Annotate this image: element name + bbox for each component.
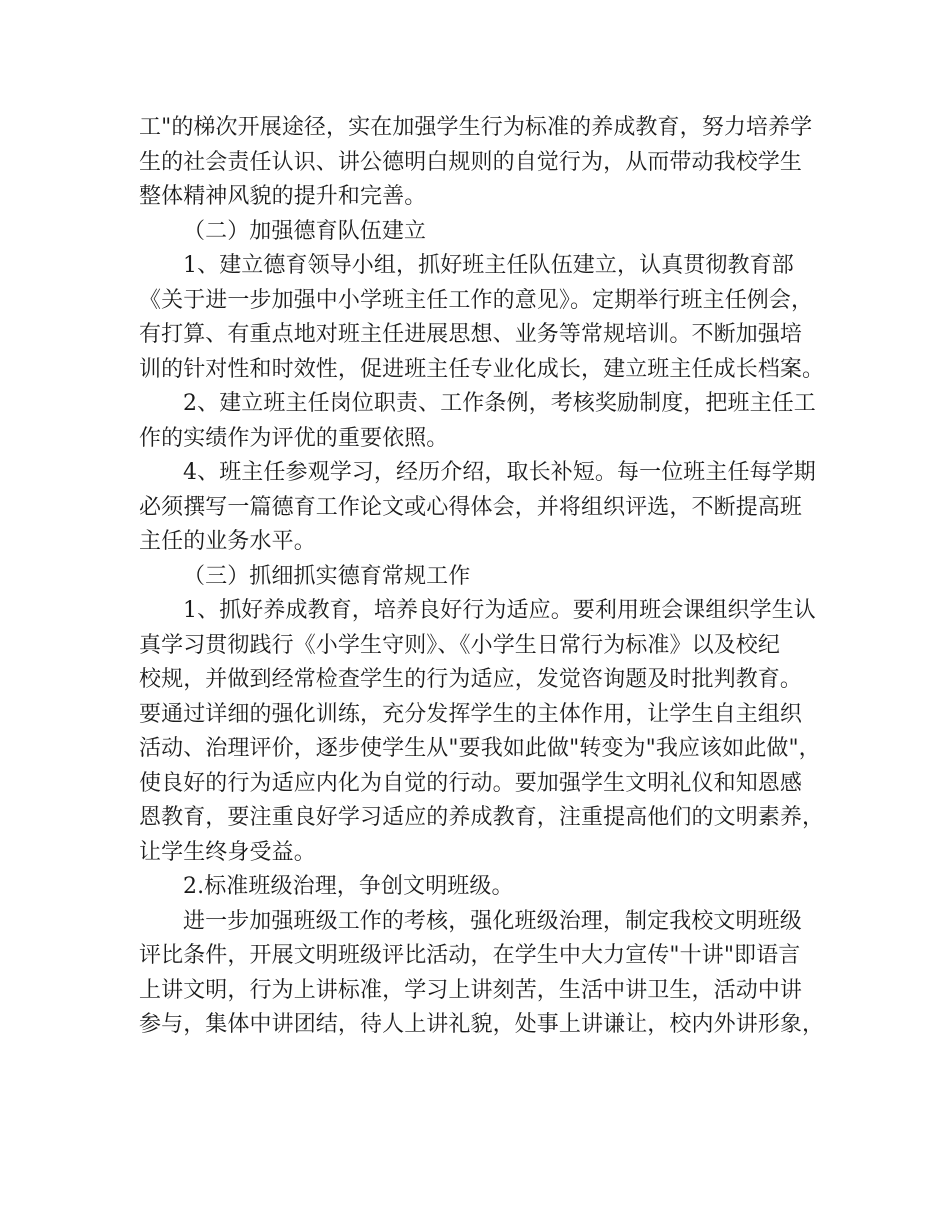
text-line: 主任的业务水平。 <box>139 529 316 554</box>
text-line: 4、班主任参观学习，经历介绍，取长补短。每一位班主任每学期 <box>183 460 816 485</box>
text-line: 必须撰写一篇德育工作论文或心得体会，并将组织评选，不断提高班 <box>139 494 803 520</box>
text-line: 真学习贯彻践行《小学生守则》、《小学生日常行为标准》以及校纪 <box>139 632 781 658</box>
text-line: （二）加强德育队伍建立 <box>183 218 427 244</box>
text-line: 整体精神风貌的提升和完善。 <box>139 184 427 209</box>
text-line: 1、建立德育领导小组，抓好班主任队伍建立，认真贯彻教育部 <box>183 253 794 278</box>
text-line: 要通过详细的强化训练，充分发挥学生的主体作用，让学生自主组织 <box>139 701 803 727</box>
text-line: 恩教育，要注重良好学习适应的养成教育，注重提高他们的文明素养， <box>139 805 825 830</box>
text-line: 2.标准班级治理，争创文明班级。 <box>183 874 514 899</box>
text-line: 参与，集体中讲团结，待人上讲礼貌，处事上讲谦让，校内外讲形象， <box>139 1012 825 1037</box>
text-line: 有打算、有重点地对班主任进展思想、业务等常规培训。不断加强培 <box>139 322 803 347</box>
text-line: 1、抓好养成教育，培养良好行为适应。要利用班会课组织学生认 <box>183 598 816 623</box>
text-line: 作的实绩作为评优的重要依照。 <box>139 425 449 451</box>
text-line: 使良好的行为适应内化为自觉的行动。要加强学生文明礼仪和知恩感 <box>139 770 803 796</box>
text-line: 《关于进一步加强中小学班主任工作的意见》。定期举行班主任例会， <box>139 287 814 313</box>
text-line: 2、建立班主任岗位职责、工作条例，考核奖励制度，把班主任工 <box>183 391 816 416</box>
document-body <box>139 111 829 1043</box>
text-line: 活动、治理评价，逐步使学生从"要我如此做"转变为"我应该如此做"， <box>139 736 821 761</box>
text-line: 训的针对性和时效性，促进班主任专业化成长，建立班主任成长档案。 <box>139 356 825 382</box>
text-line: 工"的梯次开展途径，实在加强学生行为标准的养成教育，努力培养学 <box>139 115 813 140</box>
text-line: 进一步加强班级工作的考核，强化班级治理，制定我校文明班级 <box>183 908 802 934</box>
text-line: 校规，并做到经常检查学生的行为适应，发觉咨询题及时批判教育。 <box>139 667 803 692</box>
text-line: 评比条件，开展文明班级评比活动，在学生中大力宣传"十讲"即语言 <box>139 943 801 968</box>
text-line: （三）抓细抓实德育常规工作 <box>183 563 471 589</box>
text-line: 让学生终身受益。 <box>139 839 316 865</box>
text-line: 生的社会责任认识、讲公德明白规则的自觉行为，从而带动我校学生 <box>139 149 803 175</box>
text-line: 上讲文明，行为上讲标准，学习上讲刻苦，生活中讲卫生，活动中讲 <box>139 977 803 1003</box>
